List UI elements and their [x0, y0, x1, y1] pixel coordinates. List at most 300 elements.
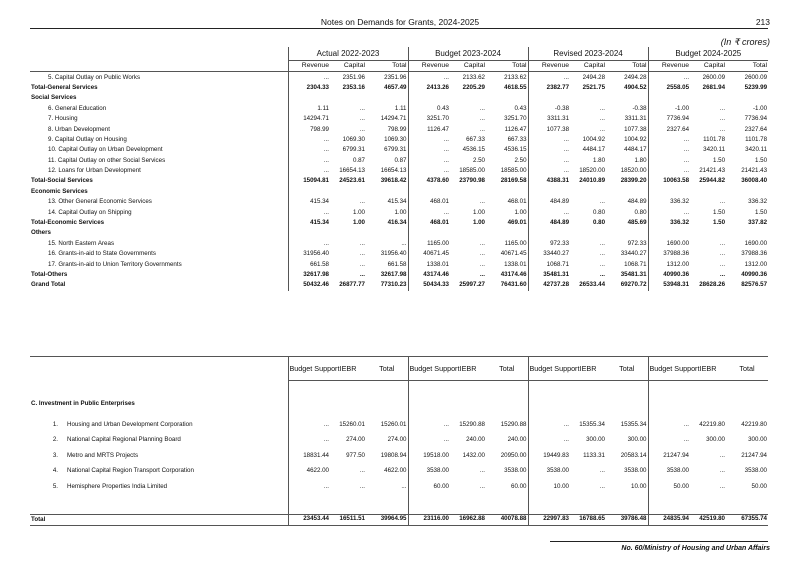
total-value: 42519.80: [690, 514, 726, 525]
cell-value: [450, 228, 486, 238]
cell-value: 4622.00: [288, 467, 330, 483]
cell-value: 0.43: [408, 104, 450, 114]
cell-value: 60.00: [408, 483, 450, 499]
row-label: National Capital Regional Planning Board: [67, 436, 181, 443]
cell-value: 1.00: [472, 208, 485, 216]
cell-value: [690, 93, 726, 103]
cell-value: ...: [288, 156, 330, 166]
empty-cell: [288, 498, 330, 514]
cell-value: ...: [719, 104, 726, 112]
empty-cell: [450, 395, 486, 413]
cell-value: 6799.31: [342, 146, 365, 154]
cell-value: 10.00: [631, 482, 647, 490]
cell-value: 5239.99: [744, 83, 768, 91]
cell-value: 2304.33: [288, 83, 330, 93]
cell-value: 468.01: [408, 218, 450, 228]
table-row: [30, 280, 768, 290]
cell-value: 4536.15: [462, 146, 485, 154]
cell-value: 337.82: [748, 219, 768, 227]
cell-value: [486, 187, 528, 197]
column-header: IEBR: [570, 357, 606, 381]
table-row: [30, 197, 768, 207]
column-header: Revenue: [408, 61, 450, 72]
row-label: Economic Services: [31, 187, 88, 195]
cell-value: 77310.23: [380, 281, 407, 289]
cell-value: [330, 93, 366, 103]
cell-value: 1165.00: [408, 239, 450, 249]
table-row: [30, 135, 768, 145]
cell-value: 26533.44: [579, 281, 606, 289]
cell-value: 1126.47: [504, 125, 527, 133]
cell-value: [450, 93, 486, 103]
cell-value: 1004.92: [582, 135, 606, 143]
cell-value: [726, 228, 768, 238]
cell-value: 2494.28: [582, 73, 606, 81]
cell-value: 36008.40: [741, 177, 768, 185]
table-row: [30, 124, 768, 134]
group-header: Budget 2024-2025: [648, 47, 768, 61]
cell-value: [408, 187, 450, 197]
total-value: 16788.65: [570, 514, 606, 525]
cell-value: ...: [288, 166, 330, 176]
cell-value: 416.34: [387, 219, 407, 227]
cell-value: [486, 228, 528, 238]
table-row: [30, 104, 768, 114]
empty-cell: [648, 381, 690, 395]
cell-value: [288, 187, 330, 197]
cell-value: ...: [359, 250, 365, 258]
row-label: 16. Grants-in-aid to State Governments: [48, 250, 156, 258]
cell-value: ...: [528, 436, 570, 452]
column-header: Budget Support: [648, 357, 690, 381]
cell-value: 336.32: [748, 198, 768, 206]
total-value: 16511.51: [330, 514, 366, 525]
cell-value: 0.80: [634, 208, 647, 216]
cell-value: 18585.00: [500, 167, 527, 175]
cell-value: ...: [528, 145, 570, 155]
table-row: [30, 421, 768, 437]
cell-value: 10063.58: [648, 176, 690, 186]
empty-cell: [606, 498, 648, 514]
footer-rule: [550, 541, 768, 542]
cell-value: 4536.15: [504, 146, 527, 154]
cell-value: 2353.16: [342, 83, 365, 91]
cell-value: 1.50: [755, 156, 768, 164]
table-row: [30, 114, 768, 124]
page-number: 213: [755, 17, 770, 27]
cell-value: [366, 228, 408, 238]
cell-value: 2133.62: [504, 73, 527, 81]
table-row: [30, 93, 768, 103]
cell-value: 50434.33: [408, 280, 450, 290]
column-header: IEBR: [450, 357, 486, 381]
cell-value: 2681.94: [702, 83, 726, 91]
page-title: Notes on Demands for Grants, 2024-2025: [320, 17, 480, 27]
empty-cell: [528, 413, 570, 421]
cell-value: 1101.78: [745, 135, 768, 143]
cell-value: 1.00: [352, 208, 365, 216]
table-row: [30, 207, 768, 217]
cell-value: ...: [648, 156, 690, 166]
column-header: Total: [366, 61, 408, 72]
table-row: [30, 156, 768, 166]
cell-value: 32617.98: [380, 271, 407, 278]
cell-value: [366, 187, 408, 197]
cell-value: ...: [479, 104, 485, 112]
cell-value: ...: [288, 483, 330, 499]
cell-value: ...: [408, 166, 450, 176]
cell-value: 1.00: [352, 219, 365, 227]
empty-cell: [726, 413, 768, 421]
cell-value: ...: [479, 125, 485, 133]
empty-cell: [450, 381, 486, 395]
cell-value: 2327.64: [648, 124, 690, 134]
row-number: 2.: [52, 436, 58, 443]
column-header: Revenue: [528, 61, 570, 72]
header-spacer: [30, 357, 288, 381]
cell-value: ...: [719, 467, 725, 474]
cell-value: 19449.83: [528, 452, 570, 468]
cell-value: [528, 228, 570, 238]
cell-value: 25944.82: [699, 177, 726, 185]
empty-cell: [690, 413, 726, 421]
cell-value: 2558.05: [648, 83, 690, 93]
total-value: 23116.00: [408, 514, 450, 525]
cell-value: 32617.98: [288, 270, 330, 280]
empty-cell: [570, 413, 606, 421]
cell-value: 3538.00: [648, 467, 690, 483]
cell-value: 50.00: [648, 483, 690, 499]
cell-value: 415.34: [387, 198, 407, 206]
empty-cell: [486, 498, 528, 514]
cell-value: ...: [648, 166, 690, 176]
header-spacer: [30, 61, 288, 72]
cell-value: ...: [408, 156, 450, 166]
row-label: Grand Total: [31, 281, 66, 289]
empty-cell: [606, 381, 648, 395]
cell-value: ...: [599, 260, 606, 268]
cell-value: ...: [599, 198, 606, 206]
total-value: 16962.88: [450, 514, 486, 525]
table-row: [30, 228, 768, 238]
cell-value: ...: [719, 260, 726, 268]
cell-value: 2600.09: [744, 73, 768, 81]
cell-value: 60.00: [511, 482, 527, 490]
cell-value: 3538.00: [744, 467, 767, 474]
cell-value: ...: [288, 207, 330, 217]
cell-value: [366, 93, 408, 103]
cell-value: 43174.46: [408, 270, 450, 280]
row-label: 6. General Education: [48, 104, 107, 112]
row-label: 14. Capital Outlay on Shipping: [48, 208, 132, 216]
cell-value: 2.50: [514, 156, 527, 164]
cell-value: [648, 93, 690, 103]
row-label: Social Services: [31, 94, 77, 102]
cell-value: ...: [479, 239, 485, 247]
cell-value: ...: [479, 260, 485, 268]
cell-value: 300.00: [706, 436, 725, 443]
cell-value: ...: [288, 421, 330, 437]
cell-value: [486, 93, 528, 103]
cell-value: ...: [359, 198, 365, 206]
cell-value: 37988.36: [741, 250, 768, 258]
column-header: Capital: [450, 61, 486, 72]
column-header: Budget Support: [288, 357, 330, 381]
column-header: Total: [366, 357, 408, 381]
cell-value: 18585.00: [459, 167, 485, 175]
group-header: Revised 2023-2024: [528, 47, 648, 61]
table-row: [30, 166, 768, 176]
cell-value: ...: [288, 72, 330, 83]
row-label: 13. Other General Economic Services: [48, 198, 152, 206]
total-value: 40078.88: [486, 514, 528, 525]
cell-value: ...: [719, 250, 726, 258]
cell-value: 1312.00: [648, 259, 690, 269]
cell-value: 33440.27: [620, 250, 647, 258]
empty-cell: [408, 498, 450, 514]
column-header: Total: [486, 61, 528, 72]
cell-value: ...: [648, 135, 690, 145]
cell-value: 1338.01: [504, 260, 527, 268]
cell-value: [648, 187, 690, 197]
cell-value: 0.87: [352, 156, 365, 164]
cell-value: 2600.09: [702, 73, 726, 81]
cell-value: 21421.43: [741, 167, 768, 175]
cell-value: 2413.26: [408, 83, 450, 93]
empty-cell: [288, 381, 330, 395]
cell-value: 1690.00: [744, 239, 768, 247]
cell-value: 798.99: [387, 125, 407, 133]
cell-value: 0.80: [592, 219, 606, 227]
row-label: Housing and Urban Development Corporation: [67, 420, 193, 428]
cell-value: -1.00: [648, 104, 690, 114]
cell-value: ...: [599, 104, 606, 112]
cell-value: 40671.45: [408, 249, 450, 259]
cell-value: ...: [528, 156, 570, 166]
cell-value: 40671.45: [500, 250, 527, 258]
cell-value: 2382.77: [528, 83, 570, 93]
cell-value: 1432.00: [462, 451, 485, 459]
row-label: National Capital Region Transport Corporation: [67, 467, 194, 474]
cell-value: [726, 187, 768, 197]
column-header: IEBR: [330, 357, 366, 381]
cell-value: 28399.20: [620, 177, 647, 185]
cell-value: 415.34: [288, 218, 330, 228]
cell-value: 20583.14: [620, 451, 647, 459]
cell-value: ...: [408, 421, 450, 437]
empty-cell: [366, 498, 408, 514]
cell-value: 4378.60: [408, 176, 450, 186]
row-label: 11. Capital Outlay on other Social Services: [48, 156, 166, 164]
table-row: [30, 436, 768, 452]
cell-value: [330, 228, 366, 238]
cell-value: [690, 228, 726, 238]
cell-value: 300.00: [586, 436, 605, 443]
cell-value: 15260.01: [380, 420, 407, 428]
cell-value: 274.00: [387, 436, 407, 443]
cell-value: 2351.96: [384, 73, 407, 81]
cell-value: [450, 187, 486, 197]
cell-value: ...: [408, 207, 450, 217]
row-label: 9. Capital Outlay on Housing: [48, 135, 127, 143]
cell-value: 50432.46: [288, 280, 330, 290]
cell-value: 4657.49: [384, 83, 407, 91]
cell-value: ...: [599, 271, 606, 278]
cell-value: ...: [479, 250, 485, 258]
cell-value: 14294.71: [380, 115, 407, 123]
table-row: [30, 218, 768, 228]
cell-value: 40990.36: [741, 271, 768, 278]
cell-value: 1312.00: [744, 260, 768, 268]
cell-value: 4484.17: [624, 146, 647, 154]
cell-value: ...: [359, 125, 365, 133]
cell-value: 18520.00: [579, 167, 606, 175]
cell-value: 3251.70: [504, 115, 527, 123]
empty-cell: [408, 381, 450, 395]
cell-value: ...: [359, 482, 365, 490]
cell-value: ...: [479, 115, 485, 123]
cell-value: 484.89: [627, 198, 647, 206]
cell-value: 19808.94: [380, 451, 407, 459]
cell-value: 4388.31: [528, 176, 570, 186]
cell-value: 667.33: [507, 135, 527, 143]
table-row: [30, 83, 768, 93]
empty-cell: [726, 498, 768, 514]
cell-value: 69270.72: [620, 281, 647, 289]
empty-cell: [366, 381, 408, 395]
empty-cell: [486, 395, 528, 413]
total-value: 67355.74: [726, 514, 768, 525]
cell-value: [570, 187, 606, 197]
cell-value: ...: [359, 104, 365, 112]
cell-value: 21247.94: [741, 451, 767, 459]
table-row: [30, 249, 768, 259]
section-a-table: [30, 47, 768, 291]
cell-value: ...: [528, 72, 570, 83]
column-header: Capital: [690, 61, 726, 72]
cell-value: ...: [288, 135, 330, 145]
cell-value: ...: [719, 271, 726, 278]
row-label: Total-Social Services: [31, 177, 93, 185]
cell-value: ...: [479, 482, 485, 490]
cell-value: 15355.34: [579, 420, 605, 428]
cell-value: 2205.29: [462, 83, 485, 91]
total-value: 39964.95: [366, 514, 408, 525]
cell-value: 4622.00: [384, 467, 407, 474]
cell-value: 2494.28: [624, 73, 647, 81]
row-number: 3.: [52, 451, 58, 459]
header-rule: [30, 28, 768, 29]
cell-value: 3420.11: [745, 146, 768, 154]
cell-value: ...: [359, 271, 365, 278]
cell-value: 4618.55: [504, 83, 527, 91]
cell-value: 1.11: [394, 104, 407, 112]
cell-value: 26877.77: [339, 281, 365, 289]
cell-value: 33440.27: [528, 249, 570, 259]
cell-value: 1077.38: [624, 125, 647, 133]
cell-value: 1126.47: [408, 124, 450, 134]
column-header: Budget Support: [408, 357, 450, 381]
cell-value: ...: [401, 482, 407, 490]
cell-value: 1.50: [755, 208, 768, 216]
cell-value: 3538.00: [408, 467, 450, 483]
cell-value: 468.01: [408, 197, 450, 207]
cell-value: 20950.00: [500, 451, 527, 459]
total-label: Total: [30, 514, 288, 525]
cell-value: 15290.88: [459, 420, 485, 428]
header-spacer: [30, 47, 288, 61]
empty-cell: [726, 395, 768, 413]
cell-value: 1077.38: [528, 124, 570, 134]
cell-value: 1338.01: [408, 259, 450, 269]
cell-value: [528, 93, 570, 103]
cell-value: 3311.31: [624, 115, 647, 123]
row-label: 15. North Eastern Areas: [48, 239, 115, 247]
empty-cell: [606, 395, 648, 413]
cell-value: [648, 228, 690, 238]
cell-value: 0.80: [592, 208, 606, 216]
column-header: Budget Support: [528, 357, 570, 381]
empty-cell: [330, 413, 366, 421]
cell-value: ...: [528, 207, 570, 217]
row-label: Total-General Services: [31, 83, 98, 91]
cell-value: [528, 187, 570, 197]
cell-value: 468.01: [507, 198, 527, 206]
empty-cell: [450, 498, 486, 514]
cell-value: 24523.61: [339, 177, 365, 185]
empty-cell: [648, 413, 690, 421]
empty-cell: [690, 498, 726, 514]
cell-value: ...: [528, 135, 570, 145]
row-label: Hemisphere Properties India Limited: [67, 482, 168, 490]
cell-value: 14294.71: [288, 114, 330, 124]
row-label: Total-Others: [31, 271, 68, 278]
section-gap: [30, 381, 288, 395]
cell-value: 1133.31: [583, 451, 605, 459]
cell-value: [606, 187, 648, 197]
cell-value: 18831.44: [288, 452, 330, 468]
cell-value: ...: [648, 207, 690, 217]
empty-cell: [570, 498, 606, 514]
cell-value: 76431.60: [500, 281, 527, 289]
cell-value: 972.33: [528, 239, 570, 249]
column-header: Total: [606, 357, 648, 381]
cell-value: 1068.71: [528, 259, 570, 269]
cell-value: ...: [408, 436, 450, 452]
total-value: 39786.48: [606, 514, 648, 525]
cell-value: 661.58: [387, 260, 407, 268]
cell-value: 28169.58: [500, 177, 527, 185]
empty-cell: [606, 413, 648, 421]
cell-value: 2351.96: [342, 73, 365, 81]
empty-cell: [648, 498, 690, 514]
cell-value: 972.33: [627, 239, 647, 247]
row-number: 1.: [52, 420, 58, 428]
cell-value: 15094.81: [288, 176, 330, 186]
cell-value: 35481.31: [528, 270, 570, 280]
empty-cell: [528, 395, 570, 413]
table-row: [30, 187, 768, 197]
cell-value: 3420.11: [703, 146, 726, 154]
column-header: Total: [726, 61, 768, 72]
cell-value: 19518.00: [408, 452, 450, 468]
cell-value: 50.00: [751, 482, 767, 490]
cell-value: ...: [719, 482, 725, 490]
cell-value: ...: [528, 166, 570, 176]
cell-value: -0.38: [632, 104, 647, 112]
cell-value: ...: [359, 260, 365, 268]
cell-value: 40990.36: [648, 270, 690, 280]
